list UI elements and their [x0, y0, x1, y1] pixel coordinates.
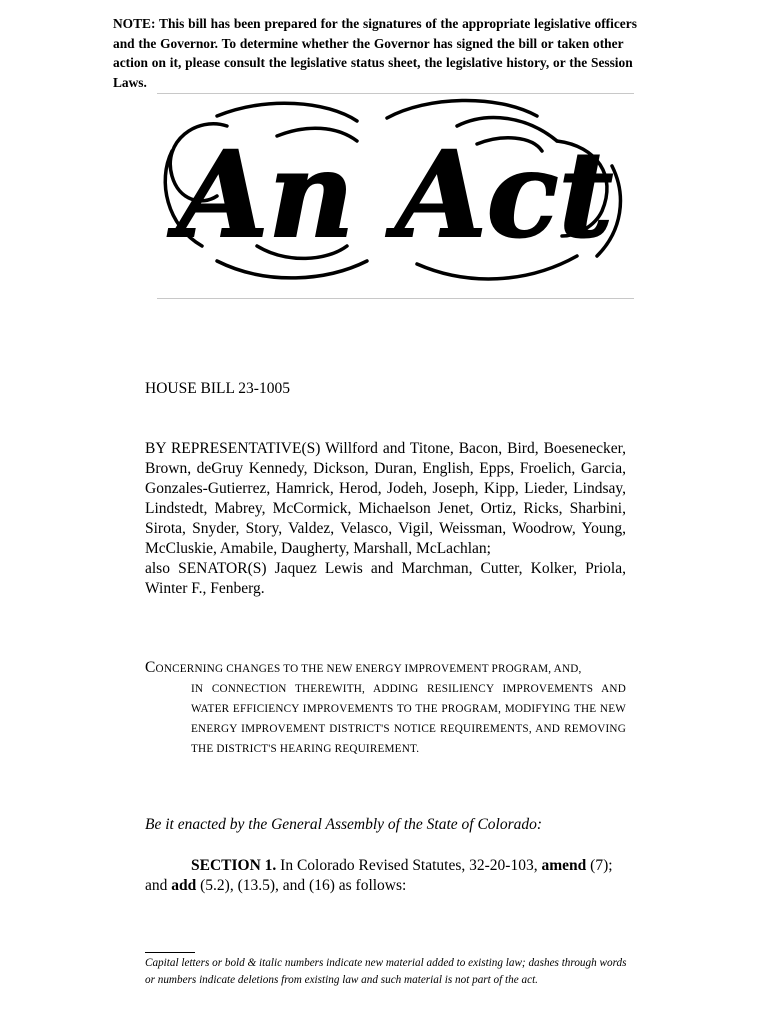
section-1-text-a: In Colorado Revised Statutes, 32-20-103,	[280, 857, 538, 874]
an-act-seal	[157, 96, 634, 296]
legislative-note: NOTE: This bill has been prepared for the signatures of the appropriate legislative officers and the Governor. To determine whether the Governor has signed the bill or taken other action on it, please consult the legislative status sheet, the legislative history, or the Session Laws.	[113, 16, 637, 90]
seal-bottom-rule	[157, 298, 634, 299]
footnote-rule	[145, 952, 195, 953]
section-1-add: add	[171, 877, 197, 894]
an-act-seal-text: An Act	[176, 125, 614, 264]
sponsors-block	[145, 439, 626, 599]
section-1-text-d: (5.2), (13.5), and (16) as follows:	[200, 877, 407, 894]
seal-top-rule	[157, 93, 634, 94]
section-1	[145, 856, 626, 896]
footnote: Capital letters or bold & italic numbers indicate new material added to existing law; dashes through words or numbers indicate deletions from existing law and such material is not part of the act.	[145, 957, 627, 986]
bill-title	[145, 658, 626, 759]
section-1-heading: SECTION 1.	[191, 857, 277, 874]
bill-number: HOUSE BILL 23-1005	[145, 380, 290, 397]
section-1-text-c: and	[145, 877, 168, 894]
section-1-text-b: (7);	[590, 857, 613, 874]
title-first-text: ONCERNING CHANGES TO THE NEW ENERGY IMPROVEMENT PROGRAM, AND,	[155, 663, 582, 675]
title-first-line	[145, 659, 582, 676]
senate-sponsors: also SENATOR(S) Jaquez Lewis and Marchman, Cutter, Kolker, Priola, Winter F., Fenberg.	[145, 560, 626, 597]
section-1-amend: amend	[541, 857, 587, 874]
house-sponsors: BY REPRESENTATIVE(S) Willford and Titone, Bacon, Bird, Boesenecker, Brown, deGruy Kennedy, Dickson, Duran, English, Epps, Froelich, Garcia, Gonzales-Gutierrez, Hamrick, Herod, Jodeh, Joseph, Kipp, Lieder, Lindsay, Lindstedt, Mabrey, McCormick, Michaelson Jenet, Ortiz, Ricks, Sharbini, Sirota, Snyder, Story, Valdez, Velasco, Vigil, Weissman, Woodrow, Young, McCluskie, Amabile, Daugherty, Marshall, McLachlan;	[145, 440, 626, 557]
enacting-clause: Be it enacted by the General Assembly of the State of Colorado:	[145, 816, 543, 833]
title-continuation: IN CONNECTION THEREWITH, ADDING RESILIENCY IMPROVEMENTS AND WATER EFFICIENCY IMPROVEMENTS TO THE PROGRAM, MODIFYING THE NEW ENERGY IMPROVEMENT DISTRICT'S NOTICE REQUIREMENTS, AND REMOVING THE DISTRICT'S HEARING REQUIREMENT.	[191, 683, 626, 755]
title-lead-letter: C	[145, 659, 156, 676]
